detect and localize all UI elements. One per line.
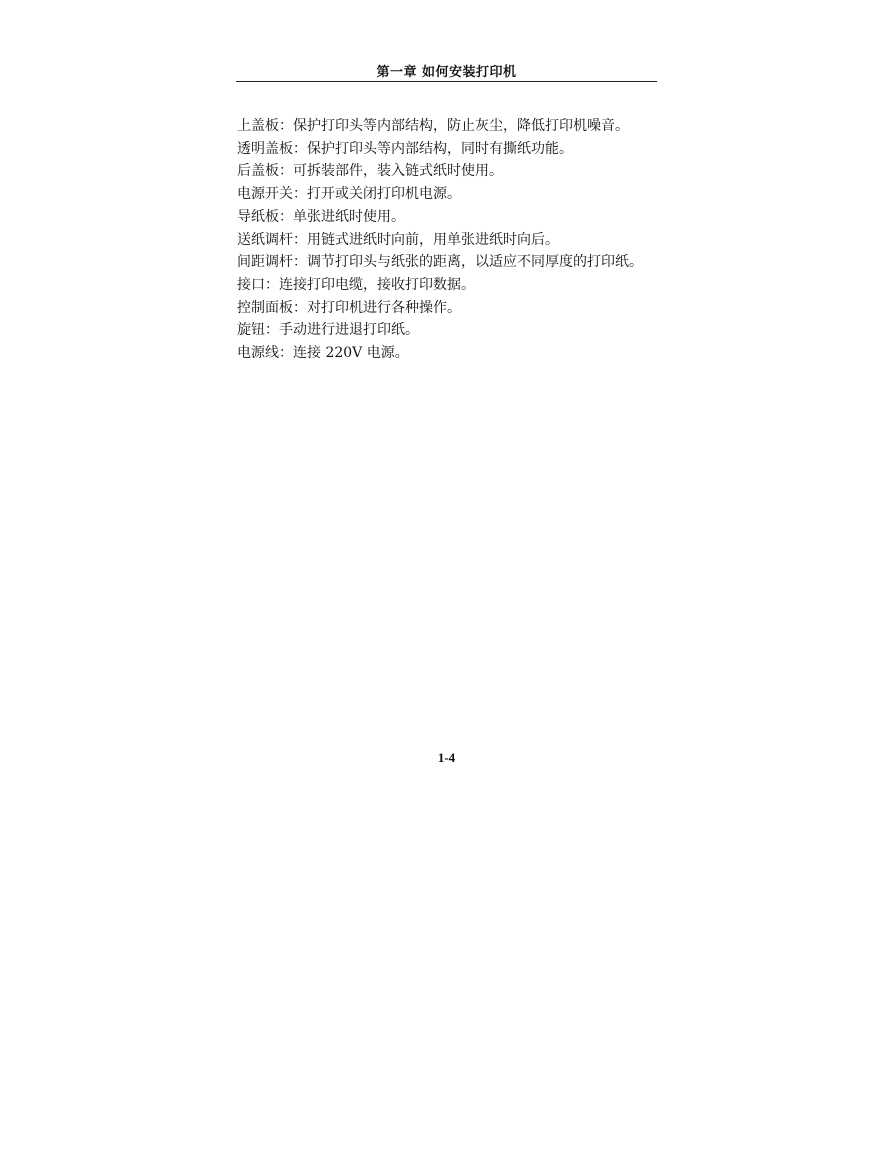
page-number: 1-4 <box>437 750 456 765</box>
list-item-power-cord: 电源线：连接 220V 电源。 <box>237 345 409 362</box>
list-item-feed-lever: 送纸调杆：用链式进纸时向前，用单张进纸时向后。 <box>237 231 559 248</box>
list-item-knob: 旋钮：手动进行进退打印纸。 <box>237 322 419 339</box>
chapter-title: 第一章 如何安装打印机 <box>376 65 517 80</box>
list-item-transparent-cover: 透明盖板：保护打印头等内部结构，同时有撕纸功能。 <box>237 140 573 157</box>
list-item-power-switch: 电源开关：打开或关闭打印机电源。 <box>237 186 461 203</box>
list-item-interface: 接口：连接打印电缆，接收打印数据。 <box>237 276 475 293</box>
page-header <box>236 61 657 82</box>
list-item-paper-guide: 导纸板：单张进纸时使用。 <box>237 208 405 225</box>
list-item-rear-cover: 后盖板：可拆装部件，装入链式纸时使用。 <box>237 163 503 180</box>
list-item-control-panel: 控制面板：对打印机进行各种操作。 <box>237 299 461 316</box>
parts-description-list <box>237 115 667 365</box>
list-item-top-cover: 上盖板：保护打印头等内部结构，防止灰尘，降低打印机噪音。 <box>237 118 629 134</box>
list-item-gap-lever: 间距调杆：调节打印头与纸张的距离，以适应不同厚度的打印纸。 <box>237 254 643 271</box>
